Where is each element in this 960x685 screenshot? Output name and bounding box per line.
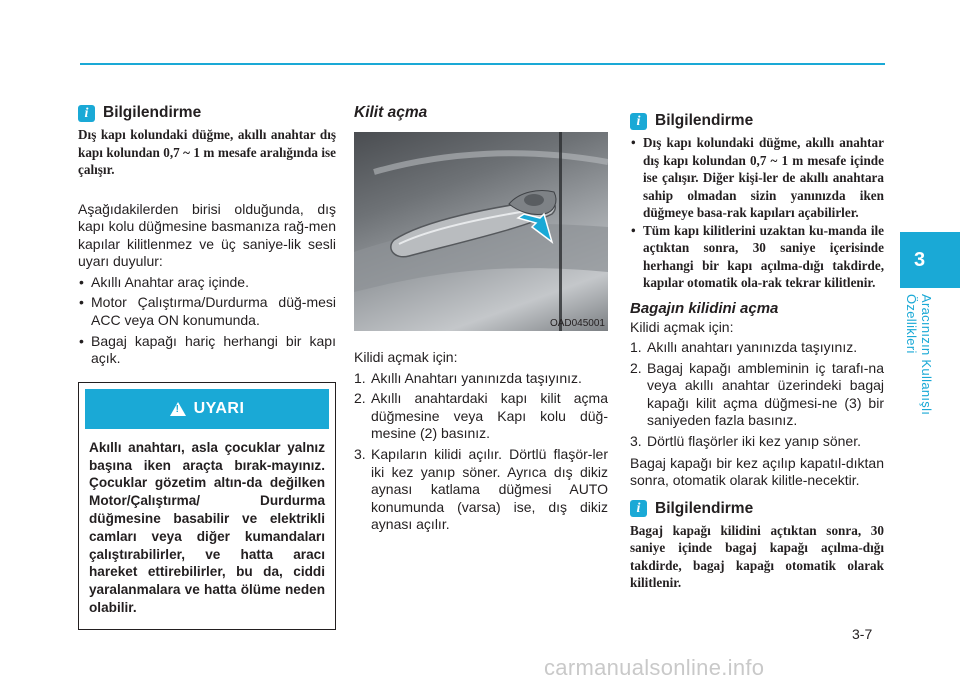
info-heading	[630, 112, 884, 130]
info-icon: i	[630, 500, 647, 517]
list-item: • Bagaj kapağı hariç herhangi bir kapı açık.	[78, 333, 336, 368]
list-item: • Motor Çalıştırma/Durdurma düğ-mesi ACC veya ON konumunda.	[78, 294, 336, 329]
list-item	[354, 370, 608, 388]
list-item: • Tüm kapı kilitlerini uzaktan ku-manda ile açtıktan sonra, 30 saniye içerisinde herhangi bir kapı açılma-dığı takdirde, kapılar otomatik ola-rak tekrar kilitlenir.	[630, 222, 884, 292]
door-handle-illustration	[354, 132, 608, 331]
list-item	[354, 390, 608, 443]
info-title: Bilgilendirme	[103, 104, 202, 121]
step-number: 3.	[354, 445, 366, 462]
warning-triangle-icon	[170, 402, 186, 416]
step-text: Akıllı anahtarı yanınızda taşıyınız.	[647, 339, 858, 356]
chapter-tab: 3	[900, 232, 960, 288]
info-text: Bagaj kapağı kilidini açtıktan sonra, 30 saniye içinde bagaj kapağı açılma-dığı takdirde, bagaj kapağı otomatik olarak kilitlenir.	[630, 522, 884, 591]
list-item: • Akıllı Anahtar araç içinde.	[78, 274, 336, 292]
unlock-intro: Kilidi açmak için:	[354, 349, 458, 365]
page-number: 3-7	[852, 626, 873, 642]
image-code: OAD045001	[549, 318, 605, 329]
list-item	[630, 433, 884, 451]
intro-paragraph: Aşağıdakilerden birisi olduğunda, dış kapı kolu düğmesine basmanıza rağ-men kapılar kilitlenmez ve üç saniye-lik sesli uyarı duyulur:	[78, 200, 336, 270]
condition-list	[78, 274, 336, 368]
trunk-intro: Kilidi açmak için:	[630, 318, 734, 335]
step-number: 2.	[354, 390, 366, 407]
warning-box	[78, 382, 336, 630]
warning-header	[85, 389, 329, 429]
step-number: 1.	[354, 369, 366, 386]
info-heading	[78, 104, 336, 122]
section-title: Kilit açma	[354, 104, 428, 121]
list-item: • Dış kapı kolundaki düğme, akıllı anahtar dış kapı kolundan 0,7 ~ 1 m mesafe içinde ise çalışır. Diğer kişi-ler de akıllı anahtara sahip olmadan sizin yanınızda iken düğmeye basa-rak kapıları açabilirler.	[630, 134, 884, 222]
info-text: Dış kapı kolundaki düğme, akıllı anahtar dış kapı kolundan 0,7 ~ 1 m mesafe aralığında ise çalışır.	[78, 127, 336, 177]
trunk-note: Bagaj kapağı bir kez açılıp kapatıl-dıktan sonra, otomatik olarak kilitle-necektir.	[630, 454, 884, 489]
info-title: Bilgilendirme	[655, 112, 754, 129]
unlock-steps	[354, 370, 608, 534]
door-handle-photo	[354, 132, 608, 331]
info-title: Bilgilendirme	[655, 499, 754, 517]
step-text: Akıllı Anahtarı yanınızda taşıyınız.	[371, 369, 582, 386]
info-icon: i	[78, 105, 95, 122]
info-heading	[630, 500, 884, 518]
info-icon: i	[630, 113, 647, 130]
column-1	[78, 104, 336, 630]
column-3	[630, 112, 884, 592]
watermark: carmanualsonline.info	[544, 655, 765, 680]
step-text: Akıllı anahtardaki kapı kilit açma düğmesine veya Kapı kolu düğ-mesine (2) basınız.	[371, 390, 608, 442]
chapter-label: Aracınızın Kullanışlı Özellikleri	[904, 294, 934, 416]
column-2	[354, 104, 608, 534]
trunk-steps	[630, 339, 884, 451]
top-rule	[80, 63, 885, 65]
step-number: 1.	[630, 339, 642, 356]
warning-symbol: !	[175, 403, 179, 415]
step-text: Bagaj kapağı ambleminin iç tarafı-na veya akıllı anahtar üzerindeki bagaj kapağı kilit açma düğmesi-ne (3) bir saniyeden fazla basınız.	[647, 359, 884, 429]
warning-title: UYARI	[193, 399, 245, 417]
list-item	[630, 339, 884, 357]
info-list	[630, 134, 884, 292]
step-text: Dörtlü flaşörler iki kez yanıp söner.	[647, 433, 861, 450]
list-item	[630, 360, 884, 430]
step-text: Kapıların kilidi açılır. Dörtlü flaşör-ler iki kez yanıp söner. Ayrıca dış dikiz aynası katlama düğmesi AUTO konumunda (varsa) ise, dış dikiz aynası açılır.	[371, 445, 608, 533]
step-number: 2.	[630, 359, 642, 376]
list-item	[354, 446, 608, 534]
step-number: 3.	[630, 433, 642, 450]
trunk-section-title: Bagajın kilidini açma	[630, 299, 779, 317]
warning-text: Akıllı anahtarı, asla çocuklar yalnız başına iken araçta bırak-mayınız. Çocuklar gözetim altın-da değilken Motor/Çalıştırma/ Durdurma düğmesine basabilir ve elektrikli camları veya diğer kumandaları çalıştırabilirler, ve hatta aracı hareket ettirebilirler, bu da, ciddi yaralanmalara ve hatta ölüme neden olabilir.	[89, 439, 325, 616]
